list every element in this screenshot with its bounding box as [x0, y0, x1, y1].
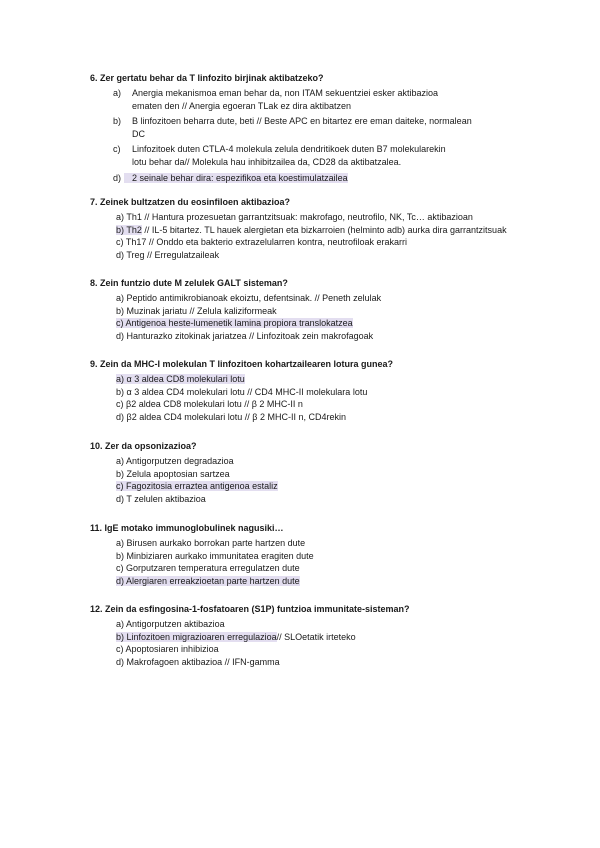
option-marker: b) — [116, 550, 125, 561]
option-c — [90, 236, 560, 249]
option-text-highlighted: Antigenoa heste-lumenetik lamina propiora translokatzea — [125, 318, 353, 329]
question-7 — [90, 196, 560, 261]
option-c — [90, 643, 560, 656]
option-marker: d) — [116, 249, 125, 260]
option-text: Zelula apoptosian sartzea — [126, 468, 230, 479]
option-text: lotu behar da// Molekula hau inhibitzailea da, CD28 da aktibatzalea. — [132, 156, 402, 167]
option-d — [90, 411, 560, 424]
option-text: Antigorputzen degradazioa — [126, 456, 234, 466]
option-text: Treg // Erregulatzaileak — [126, 249, 220, 260]
option-text: // IL-5 bitartez. TL hauek alergietan eta bizkarroien (helminto adb) aurka dira garrantzitsuak — [141, 224, 507, 235]
option-marker: a) — [116, 456, 125, 466]
question-title: 7. Zeinek bultzatzen du eosinfiloen aktibazioa? — [90, 197, 291, 207]
option-c — [90, 143, 560, 168]
option-a — [90, 618, 560, 631]
option-marker: b) — [116, 224, 125, 235]
option-a — [90, 211, 560, 224]
option-c — [90, 480, 560, 493]
option-text: Makrofagoen aktibazioa // IFN-gamma — [126, 656, 280, 667]
question-12 — [90, 603, 560, 668]
option-b — [90, 631, 560, 644]
option-c — [90, 398, 560, 411]
option-marker: b) — [116, 631, 125, 642]
option-c — [90, 562, 560, 575]
option-a — [90, 455, 560, 468]
option-marker: b) — [116, 468, 125, 479]
option-marker: c) — [113, 144, 121, 155]
question-title: 10. Zer da opsonizazioa? — [90, 441, 197, 451]
option-marker: c) — [116, 481, 124, 492]
option-b — [90, 550, 560, 563]
question-8 — [90, 277, 560, 342]
option-marker: d) — [116, 330, 125, 341]
option-text: DC — [132, 128, 145, 139]
option-text-highlighted: Alergiaren erreakzioetan parte hartzen dute — [126, 575, 300, 586]
option-text: Minbiziaren aurkako immunitatea eragiten dute — [126, 550, 314, 561]
option-d — [90, 172, 560, 185]
option-text-highlighted: Fagozitosia erraztea antigenoa estaliz — [126, 481, 278, 492]
option-text: Th1 // Hantura prozesuetan garrantzitsuak: makrofago, neutrofilo, NK, Tc… aktibazioan — [126, 212, 473, 222]
question-title: 6. Zer gertatu behar da T linfozito birjinak aktibatzeko? — [90, 73, 324, 83]
option-text-highlighted: α 3 aldea CD8 molekulari lotu — [126, 374, 245, 384]
option-marker: d) — [116, 575, 125, 586]
option-text: Th17 // Onddo eta bakterio extrazelularren kontra, neutrofiloak erakarri — [125, 237, 407, 248]
option-text: // SLOetatik irteteko — [276, 631, 356, 642]
option-text-highlighted: Linfozitoen migrazioaren erregulazioa — [126, 631, 277, 642]
option-marker: a) — [116, 374, 125, 384]
option-marker: d) — [113, 172, 122, 183]
option-text: α 3 aldea CD4 molekulari lotu // CD4 MHC-II molekulara lotu — [126, 386, 368, 397]
option-b — [90, 224, 560, 237]
option-c — [90, 317, 560, 330]
highlight-group — [116, 318, 353, 328]
option-d — [90, 493, 560, 506]
option-text: β2 aldea CD4 molekulari lotu // β 2 MHC-II n, CD4rekin — [126, 411, 346, 422]
option-a — [90, 537, 560, 550]
option-marker: a) — [116, 619, 125, 629]
question-10 — [90, 440, 560, 505]
option-d — [90, 330, 560, 343]
option-a — [90, 373, 560, 386]
option-marker: d) — [116, 656, 125, 667]
option-text: T zelulen aktibazioa — [126, 493, 206, 504]
option-marker: c) — [116, 399, 124, 410]
option-text: Gorputzaren temperatura erregulatzen dute — [126, 563, 300, 574]
question-title: 9. Zein da MHC-I molekulan T linfozitoen kohartzailearen lotura gunea? — [90, 359, 394, 369]
highlight-group — [116, 374, 245, 384]
option-d — [90, 656, 560, 669]
option-d — [90, 249, 560, 262]
option-text: Hanturazko zitokinak jariatzea // Linfozitoak zein makrofagoak — [126, 330, 374, 341]
option-text-highlighted: Th2 — [126, 224, 142, 235]
option-marker: a) — [116, 293, 125, 303]
highlight-group — [116, 225, 142, 235]
option-b — [90, 115, 560, 140]
question-6 — [90, 72, 560, 184]
option-marker: d) — [116, 411, 125, 422]
option-marker: a) — [116, 538, 125, 548]
option-b — [90, 305, 560, 318]
question-title: 8. Zein funtzio dute M zelulek GALT sisteman? — [90, 278, 288, 288]
option-text: Peptido antimikrobianoak ekoiztu, defentsinak. // Peneth zelulak — [126, 293, 382, 303]
highlight-group — [116, 576, 300, 586]
option-b — [90, 386, 560, 399]
option-text-highlighted: 2 seinale behar dira: espezifikoa eta koestimulatzailea — [124, 173, 348, 183]
option-d — [90, 575, 560, 588]
option-text: B linfozitoen beharra dute, beti // Beste APC en bitartez ere eman daiteke, normalean — [132, 116, 472, 127]
highlight-group — [116, 481, 278, 491]
option-marker: c) — [116, 563, 124, 574]
option-marker: b) — [116, 305, 125, 316]
option-a — [90, 87, 560, 112]
option-marker: c) — [116, 237, 124, 248]
option-text: Anergia mekanismoa eman behar da, non ITAM sekuentziei esker aktibazioa — [132, 88, 438, 98]
option-a — [90, 292, 560, 305]
option-marker: b) — [116, 386, 125, 397]
option-marker: a) — [116, 212, 125, 222]
option-b — [90, 468, 560, 481]
question-9 — [90, 358, 560, 423]
option-text: ematen den // Anergia egoeran TLak ez dira aktibatzen — [132, 100, 351, 111]
option-marker: c) — [116, 318, 124, 329]
option-text: Linfozitoek duten CTLA-4 molekula zelula dendritikoek duten B7 molekularekin — [132, 144, 446, 155]
option-text: Birusen aurkako borrokan parte hartzen dute — [126, 538, 306, 548]
option-text: Muzinak jariatu // Zelula kaliziformeak — [126, 305, 277, 316]
option-text: β2 aldea CD8 molekulari lotu // β 2 MHC-II n — [126, 399, 303, 410]
option-text: Antigorputzen aktibazioa — [126, 619, 225, 629]
question-title: 12. Zein da esfingosina-1-fosfatoaren (S1P) funtzioa immunitate-sisteman? — [90, 604, 410, 614]
option-text: Apoptosiaren inhibizioa — [125, 644, 219, 655]
question-title: 11. IgE motako immunoglobulinek nagusiki… — [90, 523, 284, 533]
option-marker: a) — [113, 88, 122, 98]
option-marker: c) — [116, 644, 124, 655]
option-marker: b) — [113, 116, 122, 127]
option-marker: d) — [116, 493, 125, 504]
highlight-group — [116, 632, 277, 642]
question-11 — [90, 522, 560, 587]
